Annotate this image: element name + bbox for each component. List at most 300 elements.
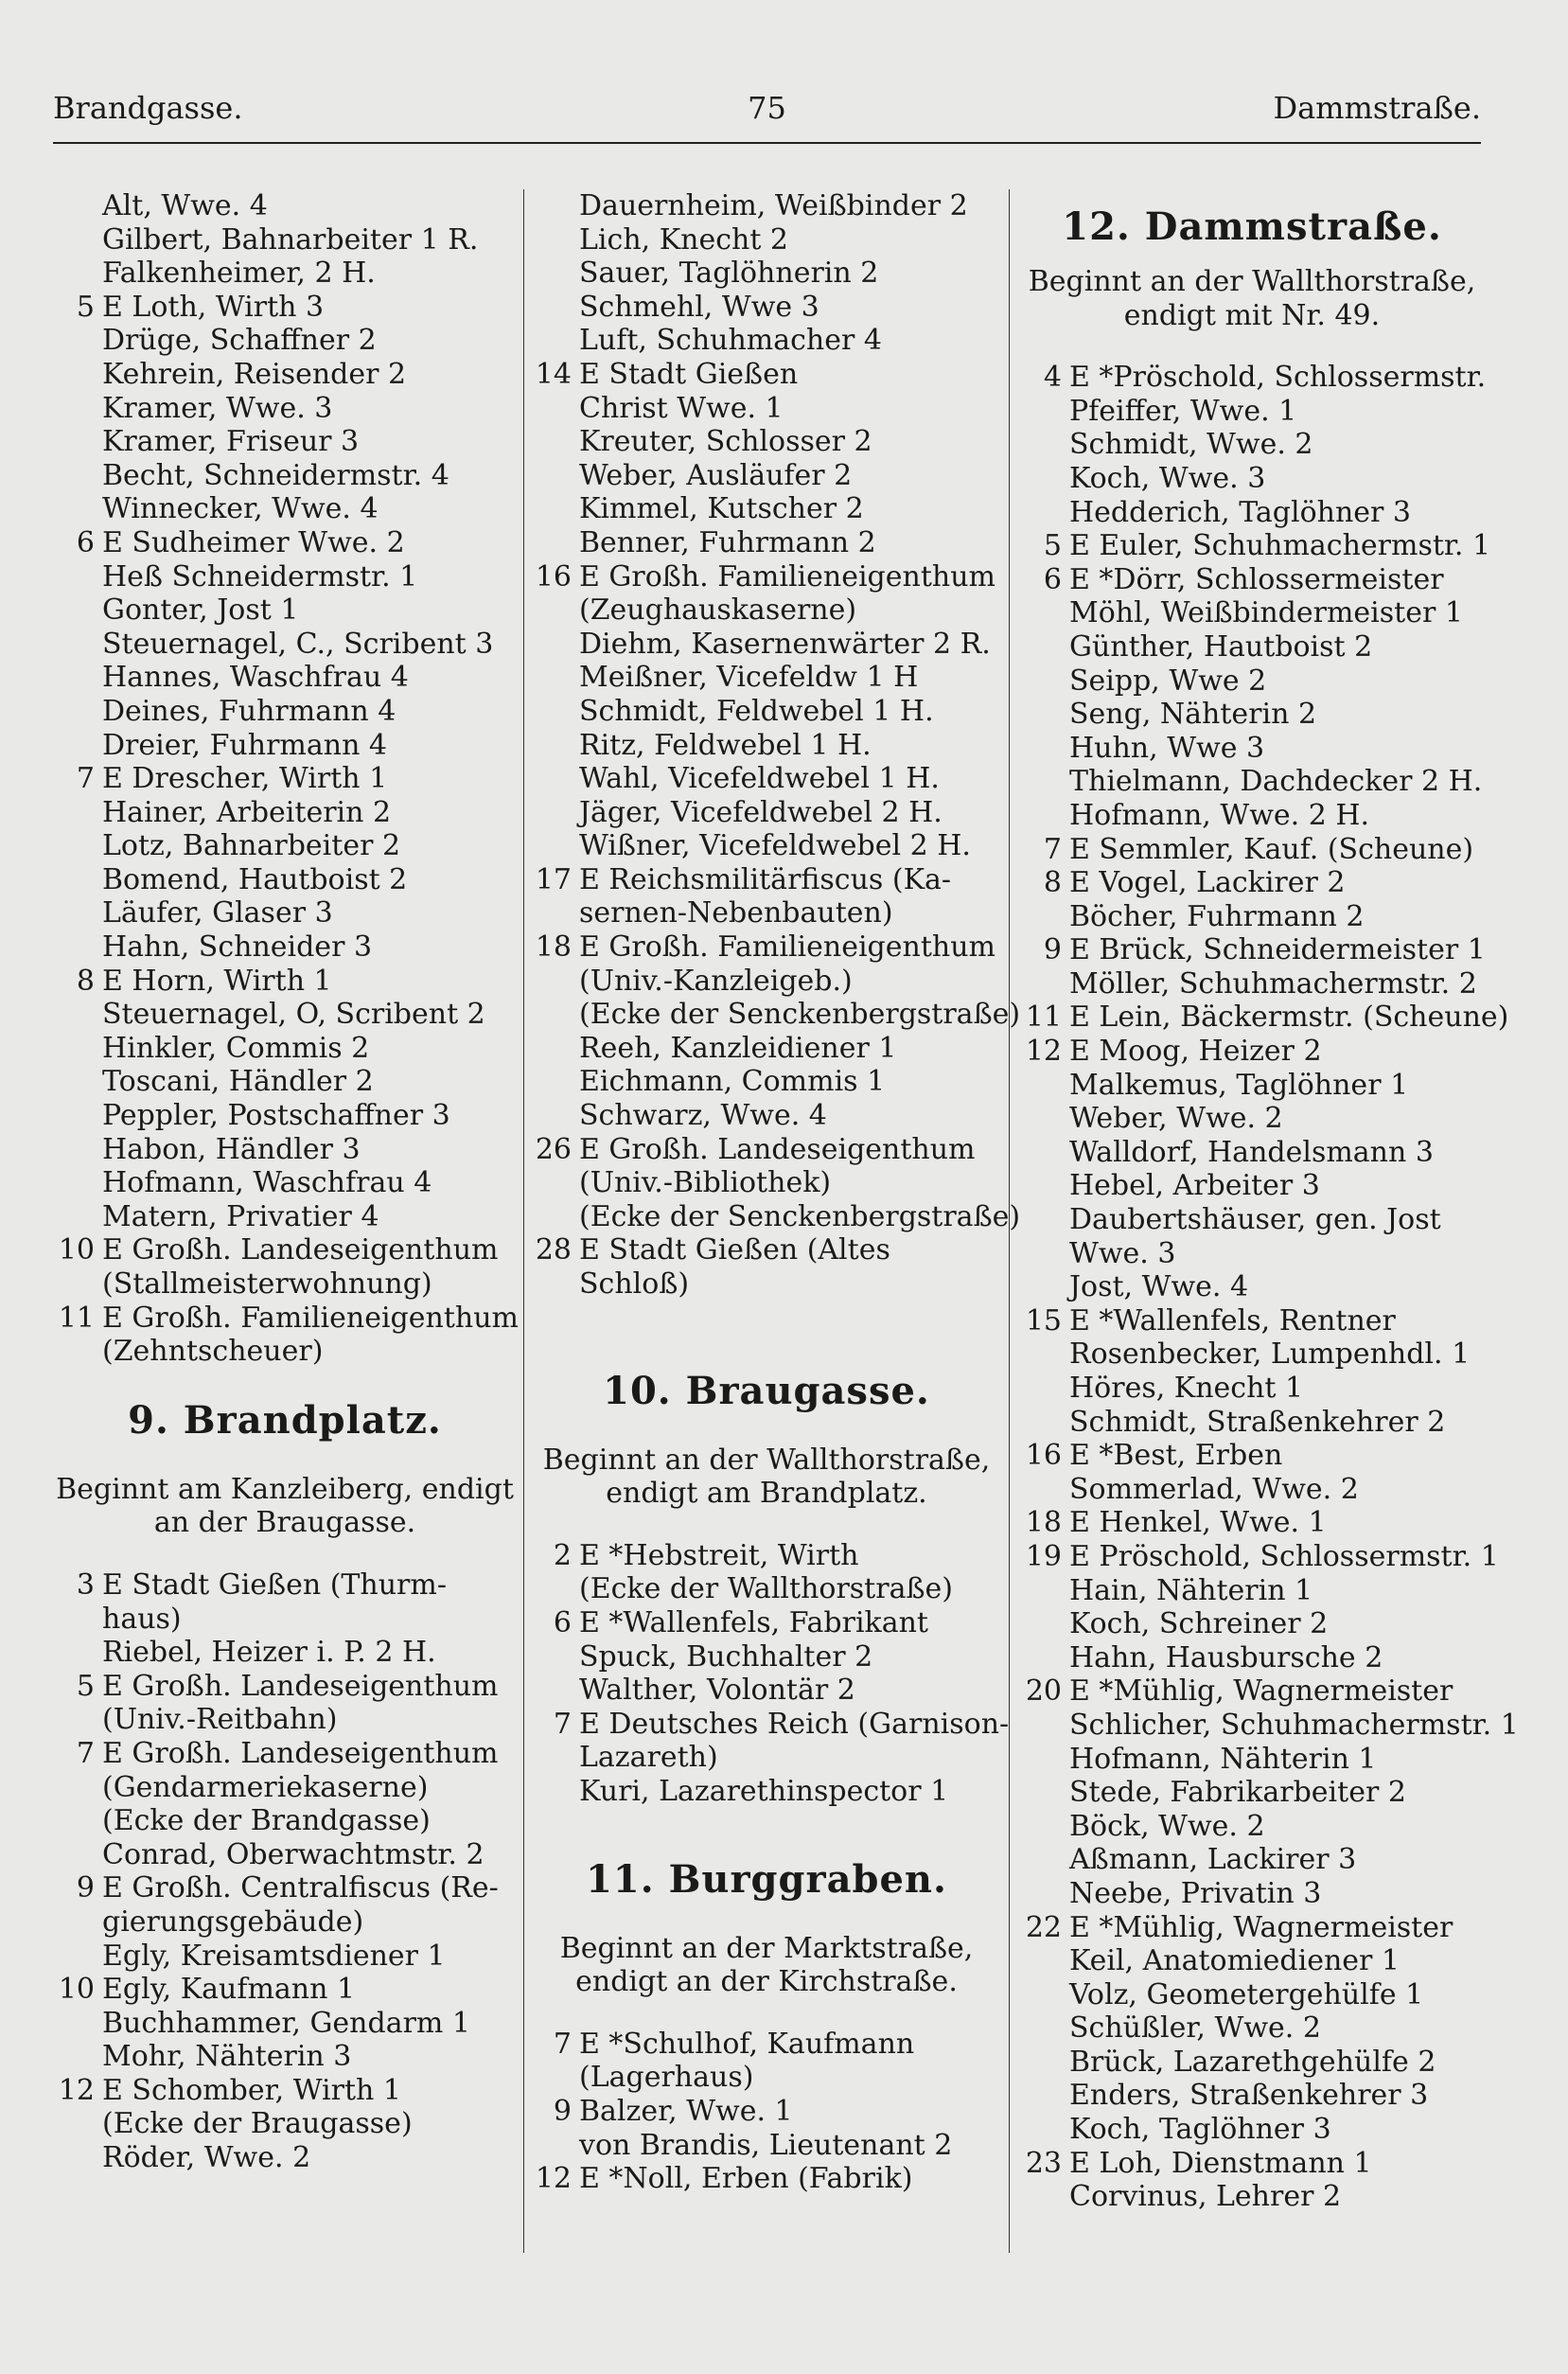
house-number: 14 bbox=[535, 357, 572, 391]
entry-text: Möhl, Weißbindermeister 1 bbox=[1069, 596, 1463, 630]
intro-line: Beginnt an der Marktstraße, bbox=[559, 1931, 974, 1965]
entry-line bbox=[1020, 1607, 1484, 1641]
entry-line bbox=[1020, 2079, 1484, 2113]
entry-text: Hahn, Schneider 3 bbox=[102, 930, 373, 965]
entry-line bbox=[530, 291, 1003, 325]
entry-text: Hofmann, Wwe. 2 H. bbox=[1069, 798, 1370, 832]
entry-line bbox=[530, 1674, 1003, 1708]
entry-line bbox=[53, 829, 517, 863]
entry-line bbox=[1020, 900, 1484, 934]
house-number: 16 bbox=[535, 559, 572, 594]
house-number: 9 bbox=[1043, 933, 1062, 967]
entry-line bbox=[53, 1267, 517, 1302]
entry-text: Christ Wwe. 1 bbox=[579, 391, 784, 425]
entry-text: E Großh. Landeseigenthum bbox=[102, 1233, 499, 1267]
entry-text: E Euler, Schuhmachermstr. 1 bbox=[1069, 529, 1491, 563]
entry-line bbox=[530, 2095, 1003, 2129]
entry-line bbox=[53, 896, 517, 930]
entry-text: Aßmann, Lackirer 3 bbox=[1069, 1843, 1357, 1877]
entry-text: Lazareth) bbox=[579, 1741, 718, 1775]
entry-line bbox=[530, 358, 1003, 392]
house-number: 23 bbox=[1025, 2146, 1062, 2180]
entry-line bbox=[1020, 866, 1484, 900]
house-number: 6 bbox=[553, 1605, 572, 1639]
house-number: 22 bbox=[1025, 1910, 1062, 1944]
entry-text: (Lagerhaus) bbox=[579, 2061, 754, 2095]
spacer bbox=[530, 1999, 1003, 2028]
entry-text: Balzer, Wwe. 1 bbox=[579, 2094, 793, 2128]
house-number: 8 bbox=[76, 964, 95, 998]
entry-text: Huhn, Wwe 3 bbox=[1069, 731, 1265, 765]
section-intro-dammstrasse bbox=[1020, 265, 1484, 332]
entry-line bbox=[1020, 732, 1484, 766]
entry-line bbox=[1020, 1372, 1484, 1406]
entry-line bbox=[530, 2162, 1003, 2196]
entry-line bbox=[1020, 630, 1484, 664]
entry-line bbox=[53, 1335, 517, 1369]
entry-line bbox=[530, 930, 1003, 965]
entry-text: E Loth, Wirth 3 bbox=[102, 290, 325, 324]
entry-line bbox=[53, 2007, 517, 2041]
section-intro-braugasse bbox=[530, 1444, 1003, 1511]
entry-text: (Ecke der Senckenbergstraße) bbox=[579, 1199, 1021, 1233]
entry-text: Hain, Nähterin 1 bbox=[1069, 1573, 1313, 1607]
entry-line bbox=[530, 560, 1003, 594]
entry-text: Daubertshäuser, gen. Jost bbox=[1069, 1203, 1441, 1237]
entry-text: Röder, Wwe. 2 bbox=[102, 2141, 311, 2175]
entry-line bbox=[53, 1233, 517, 1267]
entry-line bbox=[530, 2129, 1003, 2163]
entry-line bbox=[530, 1199, 1021, 1234]
entry-text: E *Best, Erben bbox=[1069, 1439, 1283, 1473]
entry-line bbox=[530, 1539, 1003, 1573]
entry-line bbox=[1020, 1136, 1484, 1170]
entry-text: E *Mühlig, Wagnermeister bbox=[1069, 1910, 1453, 1944]
entry-text: E Deutsches Reich (Garnison- bbox=[579, 1707, 1010, 1741]
entry-line bbox=[53, 1200, 517, 1234]
entry-text: Hinkler, Commis 2 bbox=[102, 1031, 370, 1065]
spacer bbox=[530, 1302, 1003, 1339]
entry-line bbox=[53, 2141, 517, 2175]
entry-text: E Vogel, Lackirer 2 bbox=[1069, 866, 1346, 900]
entry-text: E Brück, Schneidermeister 1 bbox=[1069, 933, 1486, 967]
entry-line bbox=[1020, 664, 1484, 699]
entry-text: Wwe. 3 bbox=[1069, 1236, 1176, 1270]
entry-line bbox=[1020, 1169, 1484, 1203]
entry-text: Ritz, Feldwebel 1 H. bbox=[579, 728, 872, 762]
entry-text: Spuck, Buchhalter 2 bbox=[579, 1639, 873, 1674]
entry-text: Schmidt, Straßenkehrer 2 bbox=[1069, 1405, 1446, 1439]
section-heading-burggraben: 11. Burggraben. bbox=[586, 1856, 947, 1902]
house-number: 11 bbox=[1025, 1001, 1062, 1035]
intro-line: endigt am Brandplatz. bbox=[606, 1477, 927, 1511]
entry-line bbox=[53, 257, 517, 291]
house-number: 5 bbox=[1043, 529, 1062, 563]
entry-text: Wißner, Vicefeldwebel 2 H. bbox=[579, 829, 971, 863]
entry-line bbox=[530, 324, 1003, 358]
entry-text: Gonter, Jost 1 bbox=[102, 594, 299, 628]
entry-line bbox=[1020, 1708, 1519, 1743]
entry-text: E *Dörr, Schlossermeister bbox=[1069, 562, 1444, 596]
entry-text: Riebel, Heizer i. P. 2 H. bbox=[102, 1636, 436, 1670]
entry-line bbox=[53, 2107, 517, 2141]
entry-line bbox=[53, 2040, 517, 2074]
entry-line bbox=[53, 1133, 517, 1167]
entry-text: Kreuter, Schlosser 2 bbox=[579, 425, 872, 459]
entry-text: E Sudheimer Wwe. 2 bbox=[102, 525, 405, 559]
entry-line bbox=[530, 1572, 1003, 1606]
entry-text: E Semmler, Kauf. (Scheune) bbox=[1069, 832, 1474, 866]
entry-text: Thielmann, Dachdecker 2 H. bbox=[1069, 765, 1483, 799]
house-number: 7 bbox=[553, 1707, 572, 1741]
entry-text: E Drescher, Wirth 1 bbox=[102, 762, 388, 796]
entry-text: Koch, Wwe. 3 bbox=[1069, 461, 1266, 495]
house-number: 15 bbox=[1025, 1303, 1062, 1338]
house-number: 5 bbox=[76, 290, 95, 324]
entry-text: Egly, Kreisamtsdiener 1 bbox=[102, 1939, 446, 1973]
entry-line bbox=[1020, 933, 1484, 967]
entry-text: Mohr, Nähterin 3 bbox=[102, 2040, 352, 2074]
entry-text: Buchhammer, Gendarm 1 bbox=[102, 2006, 471, 2040]
entry-line bbox=[53, 526, 517, 560]
entry-line bbox=[1020, 1944, 1484, 1978]
entry-line bbox=[530, 392, 1003, 426]
house-number: 20 bbox=[1025, 1674, 1062, 1709]
entry-line bbox=[530, 628, 1003, 662]
entry-line bbox=[1020, 1069, 1484, 1103]
entry-text: (Zehntscheuer) bbox=[102, 1335, 324, 1369]
entry-line bbox=[1020, 2180, 1484, 2214]
entry-text: Sauer, Taglöhnerin 2 bbox=[579, 257, 879, 291]
house-number: 7 bbox=[553, 2027, 572, 2061]
entry-text: E Pröschold, Schlossermstr. 1 bbox=[1069, 1539, 1499, 1573]
house-number: 11 bbox=[58, 1301, 95, 1335]
entry-line bbox=[530, 661, 1003, 695]
entry-text: Becht, Schneidermstr. 4 bbox=[102, 458, 449, 492]
entry-text: Koch, Taglöhner 3 bbox=[1069, 2113, 1331, 2147]
house-number: 12 bbox=[58, 2073, 95, 2107]
entry-line bbox=[53, 189, 517, 223]
entry-line bbox=[530, 2061, 1003, 2095]
entry-line bbox=[53, 729, 517, 763]
entry-text: Malkemus, Taglöhner 1 bbox=[1069, 1068, 1409, 1102]
house-number: 12 bbox=[535, 2162, 572, 2196]
entry-line bbox=[530, 1775, 1003, 1809]
entry-line bbox=[53, 1065, 517, 1099]
entry-text: Falkenheimer, 2 H. bbox=[102, 257, 376, 291]
entry-text: E Stadt Gießen bbox=[579, 357, 799, 391]
house-number: 6 bbox=[76, 525, 95, 559]
entry-line bbox=[53, 291, 517, 325]
spacer bbox=[530, 1511, 1003, 1539]
entry-text: Schlicher, Schuhmachermstr. 1 bbox=[1069, 1708, 1519, 1742]
entry-text: Seipp, Wwe 2 bbox=[1069, 664, 1267, 698]
entry-text: Höres, Knecht 1 bbox=[1069, 1372, 1304, 1405]
entry-text: Corvinus, Lehrer 2 bbox=[1069, 2180, 1342, 2214]
entry-text: (Univ.-Reitbahn) bbox=[102, 1703, 338, 1737]
entry-line bbox=[1020, 1743, 1484, 1777]
entry-text: Winnecker, Wwe. 4 bbox=[102, 492, 379, 526]
house-number: 18 bbox=[1025, 1506, 1062, 1540]
page-number: 75 bbox=[748, 90, 786, 126]
entry-text: Peppler, Postschaffner 3 bbox=[102, 1099, 450, 1133]
entry-text: Schmehl, Wwe 3 bbox=[579, 290, 819, 324]
entry-text: Jost, Wwe. 4 bbox=[1069, 1270, 1249, 1304]
burggraben-entries bbox=[530, 2028, 1003, 2196]
entry-text: E Großh. Landeseigenthum bbox=[102, 1736, 499, 1770]
entry-line bbox=[53, 998, 517, 1032]
entry-line bbox=[1020, 596, 1484, 630]
entry-text: E Großh. Familieneigenthum bbox=[102, 1301, 519, 1335]
house-number: 10 bbox=[58, 1973, 95, 2007]
entry-line bbox=[1020, 1674, 1484, 1709]
entry-line bbox=[530, 1707, 1010, 1742]
entry-line bbox=[530, 1166, 1003, 1200]
entry-text: E *Wallenfels, Rentner bbox=[1069, 1303, 1396, 1338]
entry-line bbox=[53, 392, 517, 426]
entry-line bbox=[530, 829, 1003, 863]
entry-text: Alt, Wwe. 4 bbox=[102, 189, 268, 222]
entry-text: Drüge, Schaffner 2 bbox=[102, 324, 377, 358]
entry-line bbox=[53, 796, 517, 830]
entry-text: Günther, Hautboist 2 bbox=[1069, 629, 1373, 664]
entry-text: Reeh, Kanzleidiener 1 bbox=[579, 1031, 897, 1065]
entry-line bbox=[53, 223, 517, 257]
entry-text: Kuri, Lazarethinspector 1 bbox=[579, 1774, 949, 1808]
house-number: 2 bbox=[553, 1538, 572, 1572]
entry-line bbox=[53, 762, 517, 796]
entry-line bbox=[530, 1606, 1003, 1640]
entry-line bbox=[53, 628, 517, 662]
entry-text: Dauernheim, Weißbinder 2 bbox=[579, 189, 968, 222]
entry-line bbox=[53, 1703, 517, 1737]
entry-text: Läufer, Glaser 3 bbox=[102, 896, 333, 930]
entry-text: E Horn, Wirth 1 bbox=[102, 964, 332, 998]
entry-text: Jäger, Vicefeldwebel 2 H. bbox=[579, 795, 943, 829]
entry-line bbox=[53, 358, 517, 392]
entry-line bbox=[53, 1771, 517, 1805]
entry-line bbox=[530, 492, 1003, 526]
entry-text: Lich, Knecht 2 bbox=[579, 222, 789, 257]
entry-text: Toscani, Händler 2 bbox=[102, 1065, 374, 1099]
entry-text: E Loh, Dienstmann 1 bbox=[1069, 2146, 1372, 2180]
entry-text: Möller, Schuhmachermstr. 2 bbox=[1069, 966, 1477, 1001]
entry-text: Walther, Volontär 2 bbox=[579, 1674, 855, 1708]
entry-line bbox=[53, 1636, 517, 1670]
entry-line bbox=[53, 1670, 517, 1704]
entry-text: E Großh. Familieneigenthum bbox=[579, 559, 995, 594]
braugasse-entries bbox=[530, 1538, 1010, 1809]
entry-text: Enders, Straßenkehrer 3 bbox=[1069, 2079, 1429, 2113]
entry-text: Diehm, Kasernenwärter 2 R. bbox=[579, 627, 991, 661]
entry-text: Schwarz, Wwe. 4 bbox=[579, 1099, 827, 1133]
entry-line bbox=[1020, 1473, 1484, 1507]
entry-line bbox=[530, 863, 1003, 897]
brandgasse-entries-right bbox=[530, 189, 1021, 1302]
entry-line bbox=[530, 1640, 1003, 1674]
section-heading-braugasse: 10. Braugasse. bbox=[603, 1368, 930, 1413]
entry-line bbox=[53, 1737, 517, 1771]
entry-line bbox=[1020, 1304, 1484, 1338]
entry-line bbox=[530, 1065, 1003, 1099]
entry-line bbox=[1020, 1338, 1484, 1372]
house-number: 28 bbox=[535, 1233, 572, 1267]
entry-line bbox=[1020, 1776, 1484, 1810]
entry-text: (Gendarmeriekaserne) bbox=[102, 1770, 429, 1804]
entry-line bbox=[1020, 1810, 1484, 1844]
entry-text: Kehrein, Reisender 2 bbox=[102, 357, 407, 391]
entry-line bbox=[530, 526, 1003, 560]
entry-line bbox=[1020, 2147, 1484, 2181]
entry-line bbox=[1020, 1439, 1484, 1473]
entry-line bbox=[53, 1166, 517, 1200]
entry-line bbox=[53, 1302, 517, 1336]
entry-line bbox=[530, 223, 1003, 257]
entry-text: Kimmel, Kutscher 2 bbox=[579, 492, 864, 526]
entry-text: Böck, Wwe. 2 bbox=[1069, 1809, 1265, 1843]
intro-line: endigt an der Kirchstraße. bbox=[575, 1965, 958, 1999]
entry-line bbox=[530, 998, 1021, 1032]
entry-text: E Großh. Landeseigenthum bbox=[102, 1669, 499, 1703]
intro-line: Beginnt am Kanzleiberg, endigt bbox=[56, 1472, 514, 1506]
entry-line bbox=[1020, 1539, 1499, 1574]
entry-line bbox=[53, 425, 517, 459]
entry-line bbox=[1020, 2113, 1484, 2147]
entry-text: E Reichsmilitärfiscus (Ka- bbox=[579, 862, 952, 896]
entry-text: Rosenbecker, Lumpenhdl. 1 bbox=[1069, 1338, 1471, 1372]
entry-text: E *Pröschold, Schlossermstr. bbox=[1069, 361, 1487, 395]
entry-text: Walldorf, Handelsmann 3 bbox=[1069, 1135, 1434, 1169]
entry-line bbox=[530, 2028, 1003, 2062]
entry-line bbox=[1020, 1978, 1484, 2012]
entry-line bbox=[53, 1568, 517, 1603]
entry-line bbox=[530, 896, 1003, 930]
entry-line bbox=[53, 2074, 517, 2108]
header-rule bbox=[53, 142, 1481, 144]
entry-line bbox=[53, 695, 517, 729]
entry-text: E Großh. Familieneigenthum bbox=[579, 930, 995, 965]
entry-text: Hofmann, Waschfrau 4 bbox=[102, 1166, 432, 1200]
entry-text: Hedderich, Taglöhner 3 bbox=[1069, 495, 1411, 529]
entry-text: (Ecke der Brandgasse) bbox=[102, 1804, 431, 1838]
entry-text: Koch, Schreiner 2 bbox=[1069, 1607, 1329, 1641]
entry-line bbox=[1020, 698, 1484, 732]
entry-text: (Univ.-Bibliothek) bbox=[579, 1166, 832, 1200]
entry-text: E *Wallenfels, Fabrikant bbox=[579, 1605, 928, 1639]
entry-text: E Stadt Gießen (Altes bbox=[579, 1233, 890, 1267]
entry-line bbox=[530, 425, 1003, 459]
entry-text: E Großh. Landeseigenthum bbox=[579, 1132, 976, 1166]
column-3 bbox=[1020, 189, 1519, 2214]
entry-text: Kramer, Friseur 3 bbox=[102, 425, 360, 459]
entry-text: E *Noll, Erben (Fabrik) bbox=[579, 2162, 913, 2196]
entry-line bbox=[1020, 395, 1484, 429]
entry-text: Eichmann, Commis 1 bbox=[579, 1065, 886, 1099]
brandplatz-entries bbox=[53, 1568, 517, 2175]
entry-line bbox=[1020, 765, 1484, 799]
entry-text: Heß Schneidermstr. 1 bbox=[102, 559, 418, 594]
intro-line: Beginnt an der Wallthorstraße, bbox=[542, 1443, 991, 1477]
house-number: 16 bbox=[1025, 1439, 1062, 1473]
entry-line bbox=[1020, 1506, 1484, 1540]
entry-line bbox=[530, 695, 1003, 729]
entry-text: Weber, Wwe. 2 bbox=[1069, 1102, 1283, 1136]
column-divider bbox=[523, 189, 524, 2253]
entry-text: Pfeiffer, Wwe. 1 bbox=[1069, 394, 1297, 428]
entry-text: Hebel, Arbeiter 3 bbox=[1069, 1169, 1320, 1203]
entry-text: haus) bbox=[102, 1602, 182, 1636]
spacer bbox=[53, 1540, 517, 1568]
entry-text: Deines, Fuhrmann 4 bbox=[102, 694, 396, 728]
entry-line bbox=[1020, 1102, 1484, 1136]
entry-text: (Ecke der Braugasse) bbox=[102, 2107, 413, 2141]
house-number: 17 bbox=[535, 862, 572, 896]
entry-line bbox=[530, 189, 1003, 223]
entry-text: E Lein, Bäckermstr. (Scheune) bbox=[1069, 1001, 1509, 1035]
entry-line bbox=[530, 762, 1003, 796]
entry-line bbox=[1020, 496, 1484, 530]
intro-line: Beginnt an der Wallthorstraße, bbox=[1028, 265, 1476, 298]
house-number: 26 bbox=[535, 1132, 572, 1166]
entry-text: Steuernagel, O, Scribent 2 bbox=[102, 998, 485, 1032]
entry-text: E *Mühlig, Wagnermeister bbox=[1069, 1674, 1453, 1709]
entry-text: E *Schulhof, Kaufmann bbox=[579, 2027, 915, 2061]
entry-text: Seng, Nähterin 2 bbox=[1069, 698, 1317, 732]
entry-line bbox=[1020, 1641, 1484, 1675]
entry-text: Egly, Kaufmann 1 bbox=[102, 1973, 356, 2007]
entry-text: Schloß) bbox=[579, 1267, 690, 1301]
intro-line: endigt mit Nr. 49. bbox=[1123, 298, 1381, 332]
entry-line bbox=[1020, 529, 1491, 563]
entry-text: Steuernagel, C., Scribent 3 bbox=[102, 627, 494, 661]
entry-text: Dreier, Fuhrmann 4 bbox=[102, 728, 388, 762]
running-head bbox=[53, 87, 1481, 129]
entry-text: Lotz, Bahnarbeiter 2 bbox=[102, 829, 401, 863]
entry-line bbox=[530, 459, 1003, 493]
entry-line bbox=[530, 729, 1003, 763]
entry-line bbox=[1020, 563, 1484, 597]
entry-line bbox=[53, 459, 517, 493]
entry-text: (Ecke der Wallthorstraße) bbox=[579, 1572, 953, 1606]
entry-text: Habon, Händler 3 bbox=[102, 1132, 361, 1166]
house-number: 6 bbox=[1043, 562, 1062, 596]
entry-line bbox=[1020, 462, 1484, 496]
entry-line bbox=[1020, 1035, 1484, 1069]
brandgasse-continued-entries bbox=[53, 189, 517, 1369]
entry-text: E Henkel, Wwe. 1 bbox=[1069, 1506, 1327, 1540]
intro-line: an der Braugasse. bbox=[153, 1506, 416, 1540]
entry-line bbox=[1020, 2046, 1484, 2080]
entry-line bbox=[1020, 967, 1484, 1001]
entry-line bbox=[530, 1233, 1003, 1267]
entry-line bbox=[1020, 1574, 1484, 1608]
entry-line bbox=[530, 1267, 1003, 1302]
house-number: 4 bbox=[1043, 361, 1062, 395]
entry-line bbox=[53, 1871, 517, 1905]
entry-line bbox=[530, 1099, 1003, 1133]
entry-text: Kramer, Wwe. 3 bbox=[102, 391, 333, 425]
entry-line bbox=[530, 594, 1003, 628]
entry-line bbox=[53, 492, 517, 526]
entry-line bbox=[530, 796, 1003, 830]
dammstrasse-entries bbox=[1020, 361, 1519, 2214]
running-head-left: Brandgasse. bbox=[53, 90, 243, 126]
entry-text: E Schomber, Wirth 1 bbox=[102, 2073, 401, 2107]
entry-text: gierungsgebäude) bbox=[102, 1905, 364, 1939]
entry-text: von Brandis, Lieutenant 2 bbox=[579, 2128, 953, 2162]
house-number: 7 bbox=[76, 1736, 95, 1770]
entry-text: E Großh. Centralfiscus (Re- bbox=[102, 1871, 499, 1905]
